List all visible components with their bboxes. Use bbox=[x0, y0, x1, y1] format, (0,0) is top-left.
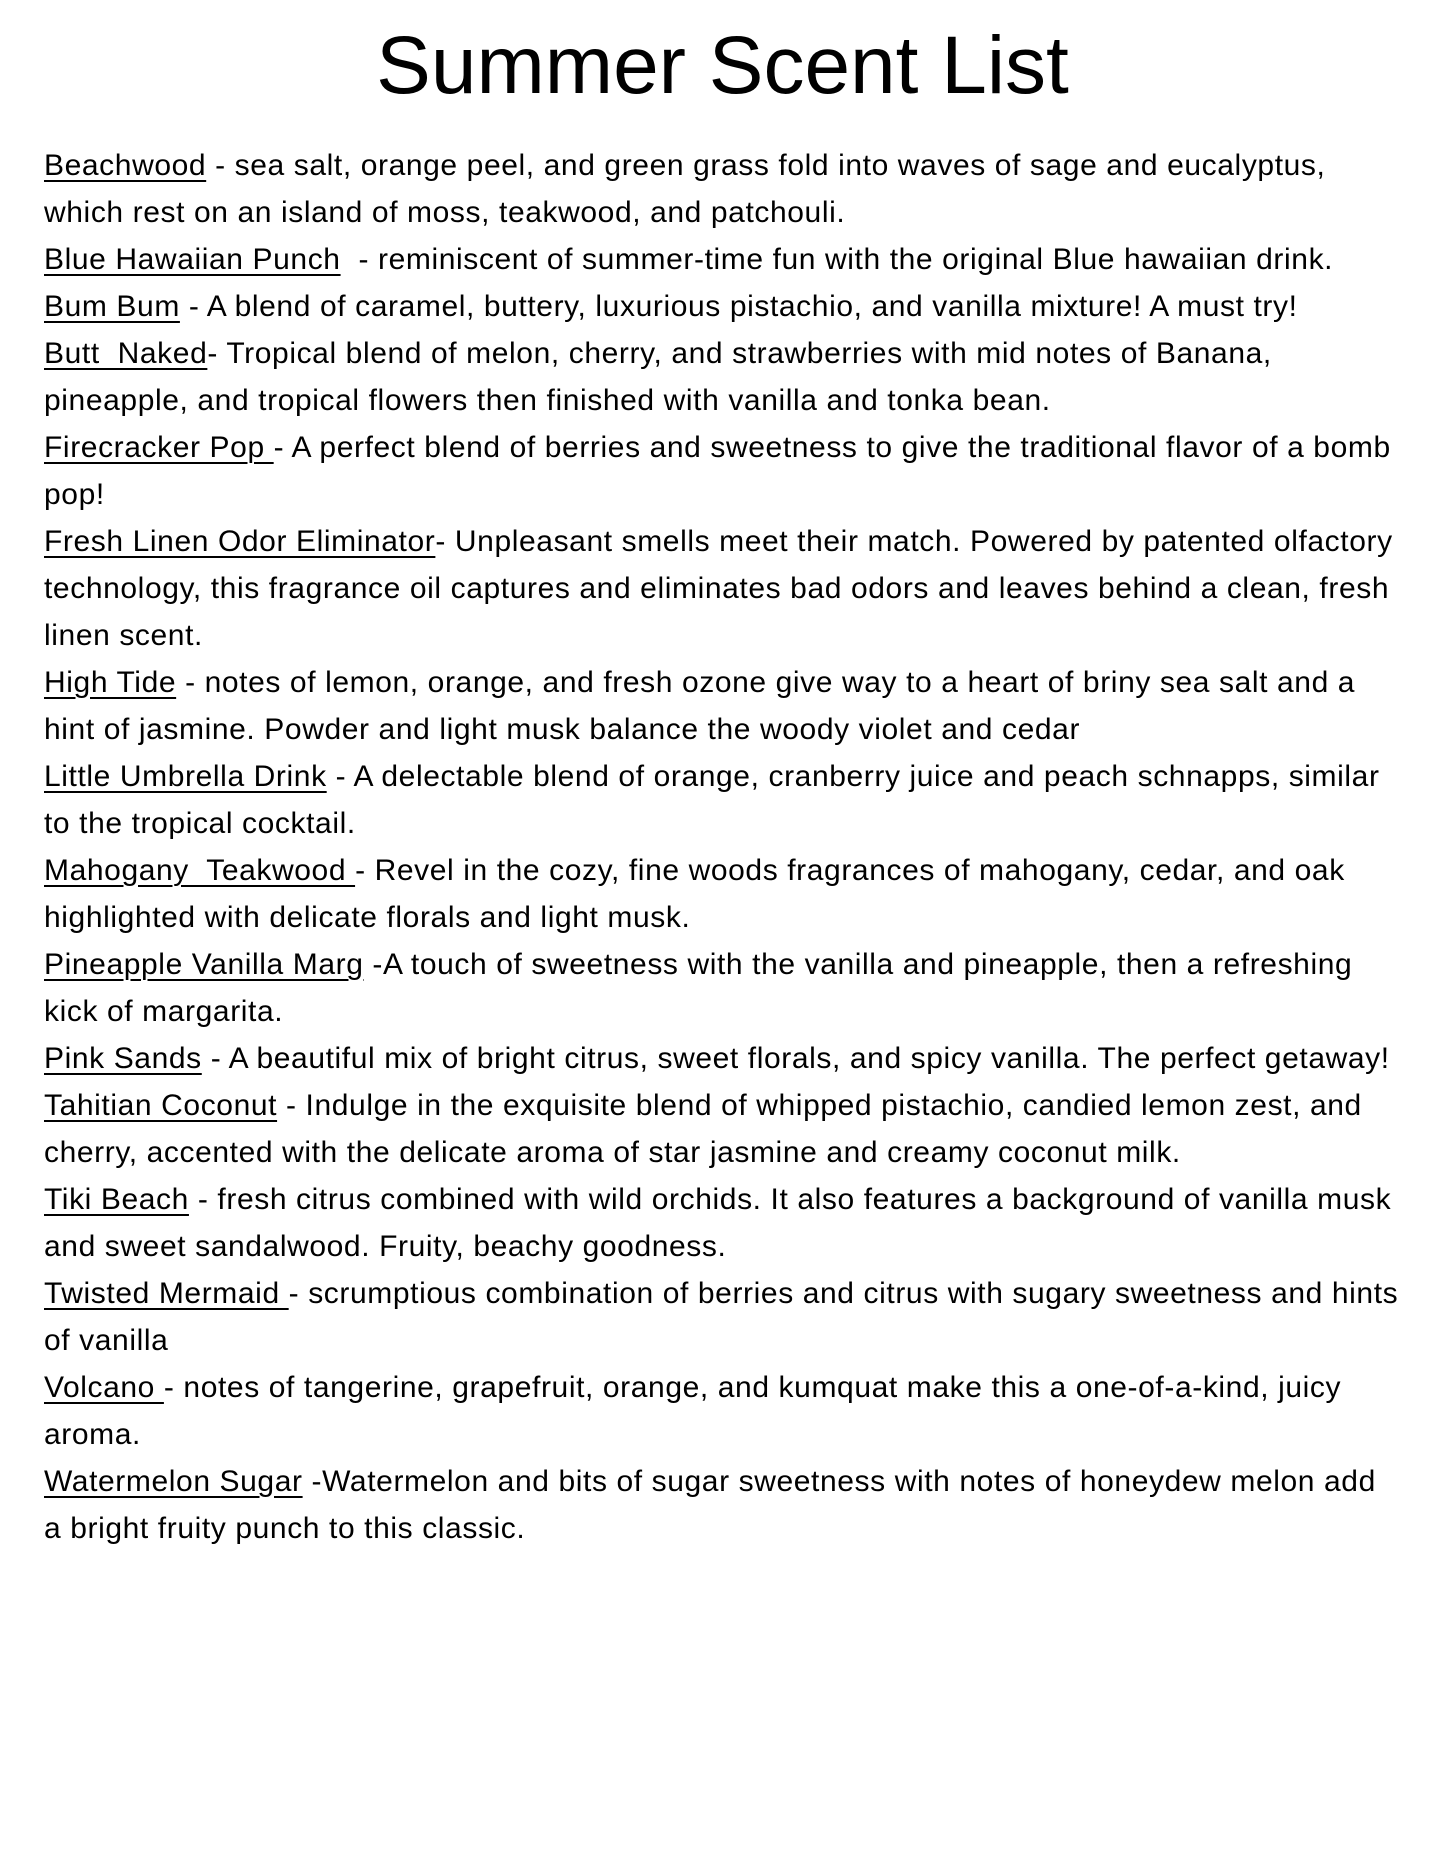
scent-name: Beachwood bbox=[44, 148, 207, 182]
scent-description: - Unpleasant smells meet their match. Powered by patented olfactory technology, this fragrance oil captures and eliminates bad odors and leaves behind a clean, fresh linen scent. bbox=[44, 524, 1402, 652]
scent-description: - Revel in the cozy, fine woods fragrances of mahogany, cedar, and oak highlighted with delicate florals and light musk. bbox=[44, 853, 1354, 934]
scent-entry bbox=[44, 659, 1401, 753]
scent-description: - A beautiful mix of bright citrus, sweet florals, and spicy vanilla. The perfect getaway! bbox=[201, 1041, 1390, 1075]
scent-entry bbox=[44, 753, 1401, 847]
scent-name: High Tide bbox=[44, 665, 177, 699]
scent-name: Fresh Linen Odor Eliminator bbox=[44, 524, 436, 558]
scent-entry bbox=[44, 1035, 1401, 1082]
scent-description: -Watermelon and bits of sugar sweetness with notes of honeydew melon add a bright fruity punch to this classic. bbox=[44, 1464, 1385, 1545]
scent-name: Tiki Beach bbox=[44, 1182, 189, 1216]
scent-description: - A perfect blend of berries and sweetness to give the traditional flavor of a bomb pop! bbox=[44, 430, 1400, 511]
scent-description: - notes of lemon, orange, and fresh ozone give way to a heart of briny sea salt and a hint of jasmine. Powder and light musk balance the woody violet and cedar bbox=[44, 665, 1365, 746]
scent-name: Bum Bum bbox=[44, 289, 180, 323]
scent-entry bbox=[44, 142, 1401, 236]
scent-description: - fresh citrus combined with wild orchids. It also features a background of vanilla musk and sweet sandalwood. Fruity, beachy goodness. bbox=[44, 1182, 1401, 1263]
scent-name: Twisted Mermaid bbox=[44, 1276, 289, 1310]
scent-entry bbox=[44, 283, 1401, 330]
page-title: Summer Scent List bbox=[376, 20, 1069, 111]
scent-entry bbox=[44, 1270, 1408, 1364]
scent-entry bbox=[44, 847, 1401, 941]
scent-name: Mahogany Teakwood bbox=[44, 853, 356, 887]
scent-entry bbox=[44, 941, 1401, 1035]
scent-description: - Indulge in the exquisite blend of whipped pistachio, candied lemon zest, and cherry, accented with the delicate aroma of star jasmine and creamy coconut milk. bbox=[44, 1088, 1371, 1169]
scent-description: - Tropical blend of melon, cherry, and strawberries with mid notes of Banana, pineapple, and tropical flowers then finished with vanilla and tonka bean. bbox=[44, 336, 1281, 417]
scent-description: - A blend of caramel, buttery, luxurious pistachio, and vanilla mixture! A must try! bbox=[179, 289, 1298, 323]
scent-name: Butt Naked bbox=[44, 336, 208, 370]
scent-name: Little Umbrella Drink bbox=[44, 759, 327, 793]
scent-name: Blue Hawaiian Punch bbox=[44, 242, 341, 276]
scent-name: Firecracker Pop bbox=[44, 430, 274, 464]
scent-list bbox=[44, 142, 1408, 1552]
scent-name: Watermelon Sugar bbox=[44, 1464, 303, 1498]
scent-entry bbox=[44, 330, 1401, 424]
scent-description: - notes of tangerine, grapefruit, orange, and kumquat make this a one-of-a-kind, juicy aroma. bbox=[44, 1370, 1351, 1451]
scent-entry bbox=[44, 518, 1401, 659]
scent-description: - sea salt, orange peel, and green grass fold into waves of sage and eucalyptus, which rest on an island of moss, teakwood, and patchouli. bbox=[44, 148, 1335, 229]
scent-name: Volcano bbox=[44, 1370, 164, 1404]
scent-description: - reminiscent of summer-time fun with the original Blue hawaiian drink. bbox=[340, 242, 1334, 276]
scent-name: Pink Sands bbox=[44, 1041, 202, 1075]
scent-entry bbox=[44, 236, 1401, 283]
scent-entry bbox=[44, 424, 1401, 518]
scent-name: Tahitian Coconut bbox=[44, 1088, 278, 1122]
scent-entry bbox=[44, 1364, 1401, 1458]
scent-entry bbox=[44, 1082, 1401, 1176]
scent-entry bbox=[44, 1458, 1401, 1552]
scent-description: - A delectable blend of orange, cranberry juice and peach schnapps, similar to the tropical cocktail. bbox=[44, 759, 1389, 840]
scent-description: - scrumptious combination of berries and citrus with sugary sweetness and hints of vanilla bbox=[44, 1276, 1408, 1357]
scent-entry bbox=[44, 1176, 1401, 1270]
scent-name: Pineapple Vanilla Marg bbox=[44, 947, 364, 981]
scent-description: -A touch of sweetness with the vanilla and pineapple, then a refreshing kick of margarita. bbox=[44, 947, 1362, 1028]
